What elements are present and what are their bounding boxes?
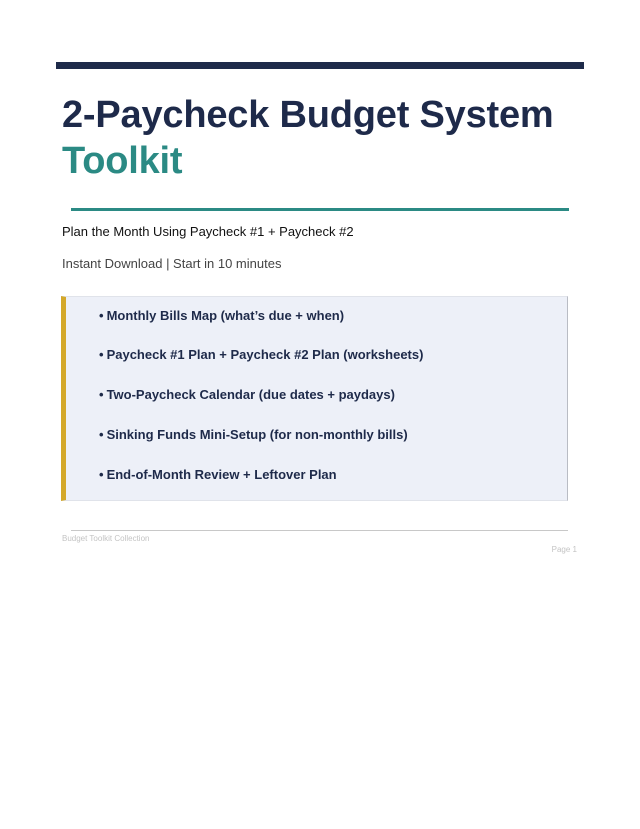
bullet-icon: • <box>99 427 104 442</box>
accent-divider <box>71 208 569 211</box>
feature-label: Paycheck #1 Plan + Paycheck #2 Plan (worksheets) <box>106 347 424 362</box>
footer-collection-name: Budget Toolkit Collection <box>62 534 150 543</box>
page-title <box>62 92 554 184</box>
feature-label: Sinking Funds Mini-Setup (for non-monthly bills) <box>106 427 408 442</box>
title-line-main: 2-Paycheck Budget System <box>62 94 554 136</box>
top-rule <box>56 62 584 69</box>
bullet-icon: • <box>99 467 104 482</box>
feature-label: Monthly Bills Map (what’s due + when) <box>106 308 345 323</box>
feature-item-paycheck-plans <box>99 347 423 362</box>
bullet-icon: • <box>99 308 104 323</box>
tagline: Instant Download | Start in 10 minutes <box>62 256 282 271</box>
feature-callout-box <box>61 296 568 501</box>
feature-item-calendar <box>99 387 395 402</box>
feature-item-sinking-funds <box>99 427 408 442</box>
feature-label: Two-Paycheck Calendar (due dates + paydays) <box>106 387 395 402</box>
feature-label: End-of-Month Review + Leftover Plan <box>106 467 337 482</box>
feature-item-bills-map <box>99 308 344 323</box>
title-line-accent: Toolkit <box>62 140 183 182</box>
bullet-icon: • <box>99 347 104 362</box>
feature-item-month-review <box>99 467 337 482</box>
subtitle: Plan the Month Using Paycheck #1 + Paycheck #2 <box>62 224 354 239</box>
footer-divider <box>71 530 568 531</box>
page-number: Page 1 <box>551 545 577 554</box>
bullet-icon: • <box>99 387 104 402</box>
